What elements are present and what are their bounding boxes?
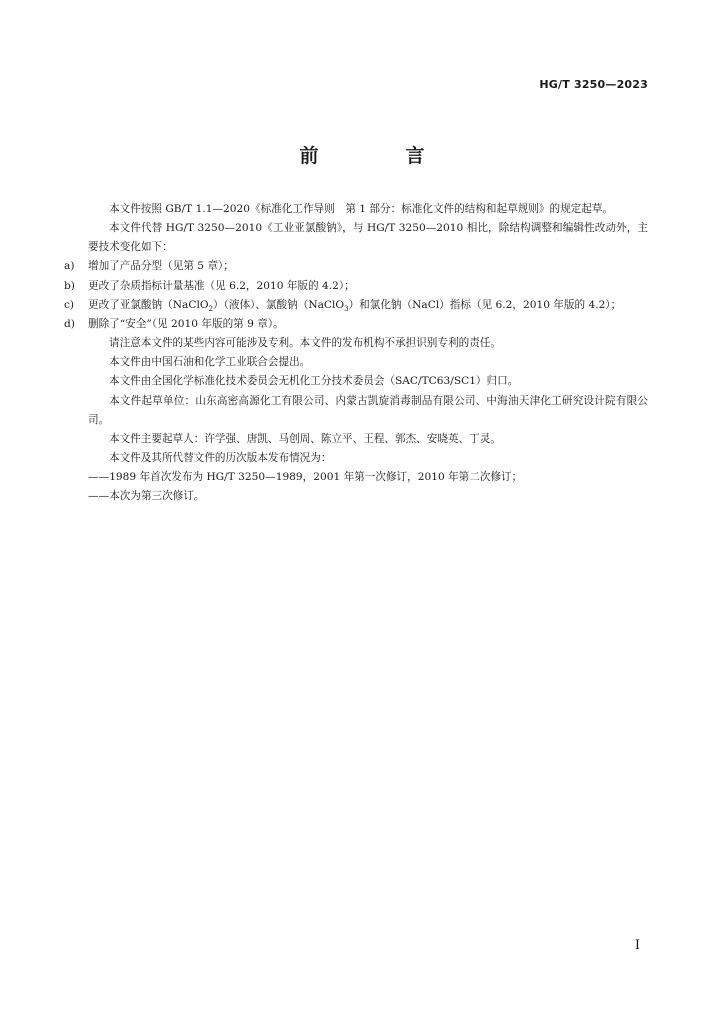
- change-item-d: [64, 315, 648, 334]
- change-marker: c): [64, 298, 75, 311]
- change-item-b: [64, 277, 648, 296]
- patent-statement: 请注意本文件的某些内容可能涉及专利。本文件的发布机构不承担识别专利的责任。: [109, 337, 501, 350]
- replacement-paragraph: 本文件代替 HG/T 3250—2010《工业亚氯酸钠》，与 HG/T 3250—2010 相比，除结构调整和编辑性改动外，主要技术变化如下：: [88, 222, 648, 254]
- change-text-pre: 更改了亚氯酸钠（NaClO: [88, 298, 209, 311]
- history-item: ——1989 年首次发布为 HG/T 3250—1989，2001 年第一次修订，2010 年第二次修订；: [88, 471, 523, 484]
- change-marker: d): [64, 317, 75, 330]
- proposed-by-statement: 本文件由中国石油和化学工业联合会提出。: [109, 356, 311, 369]
- subscript: 3: [344, 304, 349, 313]
- change-marker: a): [64, 260, 75, 273]
- change-text-post: ）和氯化钠（NaCl）指标（见 6.2，2010 年版的 4.2）；: [348, 298, 622, 311]
- change-text: 删除了“安全”（见 2010 年版的第 9 章）。: [88, 317, 284, 330]
- change-marker: b): [64, 279, 75, 292]
- page-number: I: [634, 938, 640, 953]
- standard-code: HG/T 3250—2023: [539, 78, 648, 91]
- drafting-rule-paragraph: 本文件按照 GB/T 1.1—2020《标准化工作导则 第 1 部分：标准化文件的结构和起草规则》的规定起草。: [109, 203, 614, 215]
- drafters-statement: 本文件主要起草人：许学强、唐凯、马创周、陈立平、王程、郭杰、安晓英、丁灵。: [109, 432, 501, 445]
- change-text: 更改了杂质指标计量基准（见 6.2，2010 年版的 4.2）；: [88, 279, 355, 292]
- change-text-mid: ）（液体）、氯酸钠（NaClO: [212, 298, 345, 311]
- change-item-c: [64, 296, 648, 315]
- page-title: 前 言: [299, 145, 459, 167]
- change-item-a: [64, 257, 648, 276]
- change-text: 增加了产品分型（见第 5 章）；: [88, 260, 234, 273]
- subscript: 2: [208, 304, 213, 313]
- centralized-by-statement: 本文件由全国化学标准化技术委员会无机化工分技术委员会（SAC/TC63/SC1）归口。: [109, 375, 519, 388]
- history-intro: 本文件及其所代替文件的历次版本发布情况为：: [109, 452, 332, 465]
- drafting-units-statement: 本文件起草单位：山东高密高源化工有限公司、内蒙古凯旋消毒制品有限公司、中海油天津化工研究设计院有限公司。: [88, 394, 648, 426]
- foreword-body: [64, 200, 648, 507]
- history-item: ——本次为第三次修订。: [88, 490, 205, 503]
